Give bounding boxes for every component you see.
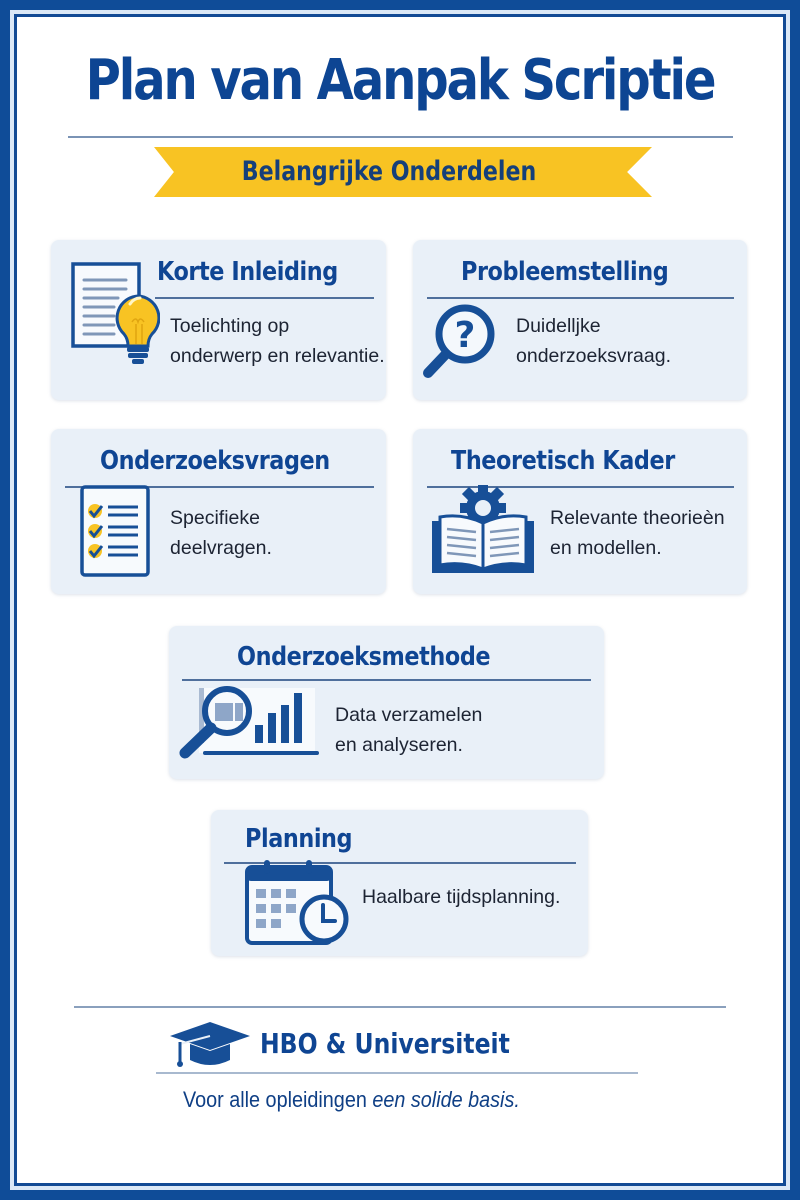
footer-divider: [74, 1006, 726, 1008]
page-title: Plan van Aanpak Scriptie: [85, 48, 715, 113]
ribbon-label: Belangrijke Onderdelen: [241, 156, 537, 187]
card-description-line2: en analyseren.: [335, 734, 463, 756]
magnifier-question-icon: [418, 300, 503, 385]
card-theoretisch-kader: [413, 429, 747, 594]
card-title: Theoretisch Kader: [451, 446, 675, 476]
card-onderzoeksvragen: [51, 429, 386, 594]
tagline-italic: een solide basis.: [372, 1087, 520, 1112]
footer-title: HBO & Universiteit: [260, 1027, 510, 1060]
magnifier-chart-icon: [175, 683, 320, 763]
card-description-line2: deelvragen.: [170, 537, 272, 559]
card-description-line1: Toelichting op: [170, 315, 290, 337]
book-gear-icon: [430, 481, 540, 579]
card-title: Probleemstelling: [461, 257, 669, 287]
calendar-clock-icon: [244, 859, 352, 947]
card-korte-inleiding: [51, 240, 386, 400]
card-planning: [211, 810, 588, 956]
card-description-line1: Haalbare tijdsplanning.: [362, 886, 561, 908]
document-lightbulb-icon: [70, 262, 160, 367]
tagline-regular: Voor alle opleidingen: [183, 1087, 373, 1112]
graduation-cap-icon: [168, 1020, 252, 1070]
footer-subdivider: [156, 1072, 638, 1074]
card-description-line1: Duidelljke: [516, 315, 601, 337]
card-description-line1: Data verzamelen: [335, 704, 483, 726]
card-divider: [427, 297, 734, 299]
card-title: Onderzoeksvragen: [100, 446, 330, 476]
card-title: Korte Inleiding: [157, 257, 338, 287]
svg-text:?: ?: [454, 315, 476, 356]
card-divider: [155, 297, 374, 299]
card-onderzoeksmethode: [169, 626, 604, 779]
card-probleemstelling: [413, 240, 747, 400]
title-divider: [68, 136, 733, 138]
card-description-line1: Specifieke: [170, 507, 260, 529]
checklist-icon: [80, 485, 152, 577]
card-title: Planning: [245, 824, 353, 854]
card-divider: [182, 679, 591, 681]
card-description-line2: en modellen.: [550, 537, 662, 559]
footer-tagline: [183, 1087, 520, 1113]
card-description-line2: onderwerp en relevantie.: [170, 345, 385, 367]
card-description-line2: onderzoeksvraag.: [516, 345, 672, 367]
card-description-line1: Relevante theorieèn: [550, 507, 725, 529]
card-title: Onderzoeksmethode: [237, 642, 491, 672]
